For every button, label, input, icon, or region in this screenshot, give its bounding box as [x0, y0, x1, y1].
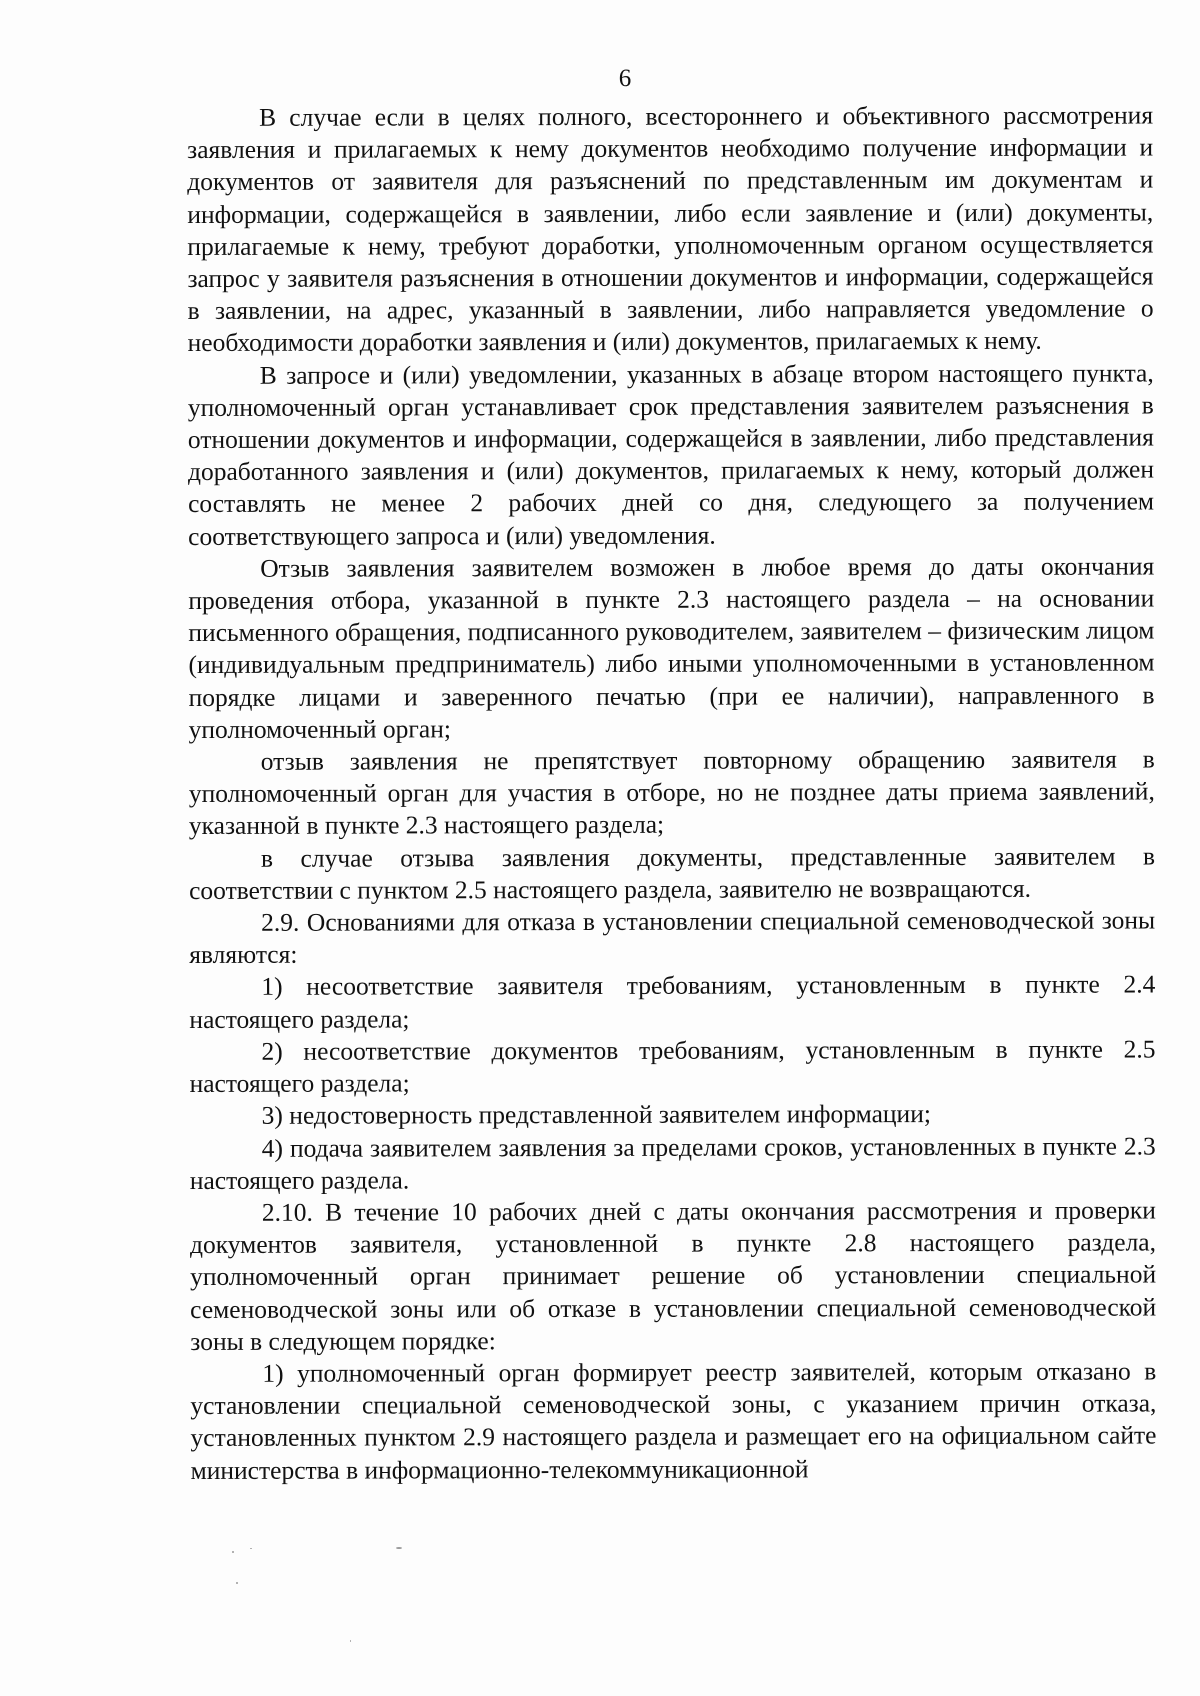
- scan-speck: [350, 1640, 351, 1642]
- paragraph-section-2-9: 2.9. Основаниями для отказа в установлении специальной семеноводческой зоны являются:: [189, 905, 1156, 970]
- scan-speck: [232, 1551, 234, 1553]
- list-item-refusal-2: 2) несоответствие документов требованиям, установленным в пункте 2.5 настоящего раздела;: [189, 1034, 1156, 1099]
- paragraph-request-deadline: В запросе и (или) уведомлении, указанных в абзаце втором настоящего пункта, уполномоченный орган устанавливает срок представления заявителем разъяснения в отношении документов и информации, содержащейся в заявлении, либо представления доработанного заявления и (или) документов, прилагаемых к нему, который должен составлять не менее 2 рабочих дней со дня, следующего за получением соответствующего запроса и (или) уведомления.: [187, 358, 1155, 551]
- scan-speck: [236, 1582, 238, 1584]
- paragraph-withdrawal-reapply: отзыв заявления не препятствует повторному обращению заявителя в уполномоченный орган для участия в отборе, но не позднее даты приема заявлений, указанной в пункте 2.3 настоящего раздела;: [188, 744, 1155, 841]
- paragraph-section-2-10: 2.10. В течение 10 рабочих дней с даты окончания рассмотрения и проверки документов заявителя, установленной в пункте 2.8 настоящего раздела, уполномоченный орган принимает решение об установлении специальной семеноводческой зоны или об отказе в установлении специальной семеноводческой зоны в следующем порядке:: [189, 1195, 1157, 1356]
- list-item-refusal-3: 3) недостоверность представленной заявителем информации;: [261, 1099, 931, 1131]
- paragraph-clarification-request: В случае если в целях полного, всестороннего и объективного рассмотрения заявления и прилагаемых к нему документов необходимо получение информации и документов от заявителя для разъяснений по представленным им документам и информации, содержащейся в заявлении, либо если заявление и (или) документы, прилагаемые к нему, требуют доработки, уполномоченным органом осуществляется запрос у заявителя разъяснения в отношении документов и информации, содержащейся в заявлении, на адрес, указанный в заявлении, либо направляется уведомление о необходимости доработки заявления и (или) документов, прилагаемых к нему.: [187, 100, 1154, 358]
- list-item-refusal-1: 1) несоответствие заявителя требованиям, установленным в пункте 2.4 настоящего раздела;: [189, 969, 1156, 1034]
- paragraph-application-withdrawal: Отзыв заявления заявителем возможен в любое время до даты окончания проведения отбора, указанной в пункте 2.3 настоящего раздела – на основании письменного обращения, подписанного руководителем, заявителем – физическим лицом (индивидуальным предприниматель) либо иными уполномоченными в установленном порядке лицами и заверенного печатью (при ее наличии), направленного в уполномоченный орган;: [188, 551, 1155, 744]
- scan-speck: [250, 1548, 252, 1549]
- document-body: [187, 99, 1157, 1486]
- list-item-refusal-4: 4) подача заявителем заявления за пределами сроков, установленных в пункте 2.3 настоящего раздела.: [189, 1130, 1156, 1195]
- scan-speck: [396, 1547, 402, 1549]
- list-item-decision-1: 1) уполномоченный орган формирует реестр заявителей, которым отказано в установлении специальной семеноводческой зоны, с указанием причин отказа, установленных пунктом 2.9 настоящего раздела и размещает его на официальном сайте министерства в информационно-телекоммуникационной: [190, 1356, 1157, 1485]
- paragraph-documents-not-returned: в случае отзыва заявления документы, представленные заявителем в соответствии с пунктом 2.5 настоящего раздела, заявителю не возвращаются.: [189, 841, 1156, 905]
- page-number: 6: [618, 65, 632, 92]
